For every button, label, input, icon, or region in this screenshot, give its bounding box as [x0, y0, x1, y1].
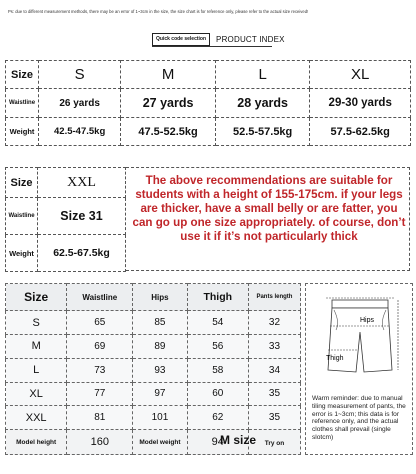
try-on-size: M size — [220, 433, 257, 447]
hips-label: Hips — [360, 317, 375, 324]
table-cell: 81 — [67, 406, 133, 430]
table-cell: 101 — [133, 406, 187, 430]
size-recommendation-table — [5, 60, 411, 146]
table-cell: M — [6, 334, 67, 358]
table-cell: 60 — [187, 382, 248, 406]
model-height-label: Model height — [6, 430, 67, 455]
column-header: Thigh — [187, 284, 248, 311]
table-cell: 35 — [248, 406, 300, 430]
table-cell: 58 — [187, 358, 248, 382]
waistline-label: Waistline — [6, 89, 39, 118]
size-cell: L — [215, 61, 310, 89]
table-row — [6, 406, 301, 430]
model-weight-label: Model weight — [133, 430, 187, 455]
column-header: Waistline — [67, 284, 133, 311]
table-header-row — [6, 284, 301, 311]
size-label: Size — [6, 168, 38, 198]
waistline-cell: 29-30 yards — [310, 89, 411, 118]
waistline-cell: 27 yards — [121, 89, 216, 118]
table-cell: L — [6, 358, 67, 382]
try-on-label: Try on — [264, 439, 285, 447]
table-cell: 73 — [67, 358, 133, 382]
weight-cell: 42.5-47.5kg — [39, 118, 121, 146]
table-cell: S — [6, 311, 67, 335]
shorts-measurement-diagram — [306, 284, 412, 394]
weight-cell: 52.5-57.5kg — [215, 118, 310, 146]
model-info-row — [6, 430, 301, 455]
header-underline — [152, 46, 272, 47]
table-row — [6, 311, 301, 335]
column-header: Size — [6, 284, 67, 311]
table-row — [6, 382, 301, 406]
table-cell: 77 — [67, 382, 133, 406]
table-cell: 34 — [248, 358, 300, 382]
size-cell: S — [39, 61, 121, 89]
weight-cell: 57.5-62.5kg — [310, 118, 411, 146]
table-cell: 69 — [67, 334, 133, 358]
try-on-cell — [248, 430, 300, 455]
quick-code-badge: Quick code selection — [152, 33, 210, 46]
table-cell: 33 — [248, 334, 300, 358]
size-cell: XXL — [38, 168, 126, 198]
weight-cell: 47.5-52.5kg — [121, 118, 216, 146]
model-height-value: 160 — [67, 430, 133, 455]
xxl-size-table — [5, 167, 126, 272]
waistband-shape — [332, 300, 388, 308]
table-row — [6, 118, 411, 146]
table-row — [6, 168, 126, 198]
height-recommendation-note: The above recommendations are suitable for students with a height of 155-175cm. if your legs are thicker, have a small belly or are fatter, you can go up one size appropriately. of course, don’t use it if it’s not particularly thick — [132, 174, 406, 243]
table-cell: XXL — [6, 406, 67, 430]
table-cell: 62 — [187, 406, 248, 430]
table-row — [6, 334, 301, 358]
product-index-header — [152, 32, 285, 46]
column-header: Hips — [133, 284, 187, 311]
table-row — [6, 358, 301, 382]
waistline-cell: 26 yards — [39, 89, 121, 118]
size-disclaimer-note: Ps: due to different measurement methods, there may be an error of 1~3cm in the size, the size chart is for reference only, please refer to the actual size received! — [8, 9, 309, 14]
weight-label: Weight — [6, 235, 38, 272]
table-row — [6, 89, 411, 118]
column-header: Pants length — [248, 284, 300, 311]
warm-reminder-text: Warm reminder: due to manual tiling measurement of pants, the error is 1~3cm; this data is for reference only, and the actual clothes shall prevail (single slotcm) — [312, 395, 406, 441]
waistline-cell: Size 31 — [38, 198, 126, 235]
table-cell: 32 — [248, 311, 300, 335]
measurement-table — [5, 283, 301, 455]
thigh-label: Thigh — [326, 355, 344, 362]
table-row — [6, 61, 411, 89]
product-index-title: PRODUCT INDEX — [216, 34, 285, 44]
table-cell: 54 — [187, 311, 248, 335]
size-cell: XL — [310, 61, 411, 89]
table-cell: XL — [6, 382, 67, 406]
shorts-diagram-panel — [305, 283, 413, 455]
table-row — [6, 235, 126, 272]
table-cell: 85 — [133, 311, 187, 335]
model-weight-value: 94 — [187, 430, 248, 455]
table-cell: 35 — [248, 382, 300, 406]
table-cell: 93 — [133, 358, 187, 382]
weight-cell: 62.5-67.5kg — [38, 235, 126, 272]
table-cell: 65 — [67, 311, 133, 335]
waistline-cell: 28 yards — [215, 89, 310, 118]
table-cell: 56 — [187, 334, 248, 358]
table-row — [6, 198, 126, 235]
size-cell: M — [121, 61, 216, 89]
weight-label: Weight — [6, 118, 39, 146]
waistline-label: Waistline — [6, 198, 38, 235]
table-cell: 97 — [133, 382, 187, 406]
table-cell: 89 — [133, 334, 187, 358]
size-label: Size — [6, 61, 39, 89]
